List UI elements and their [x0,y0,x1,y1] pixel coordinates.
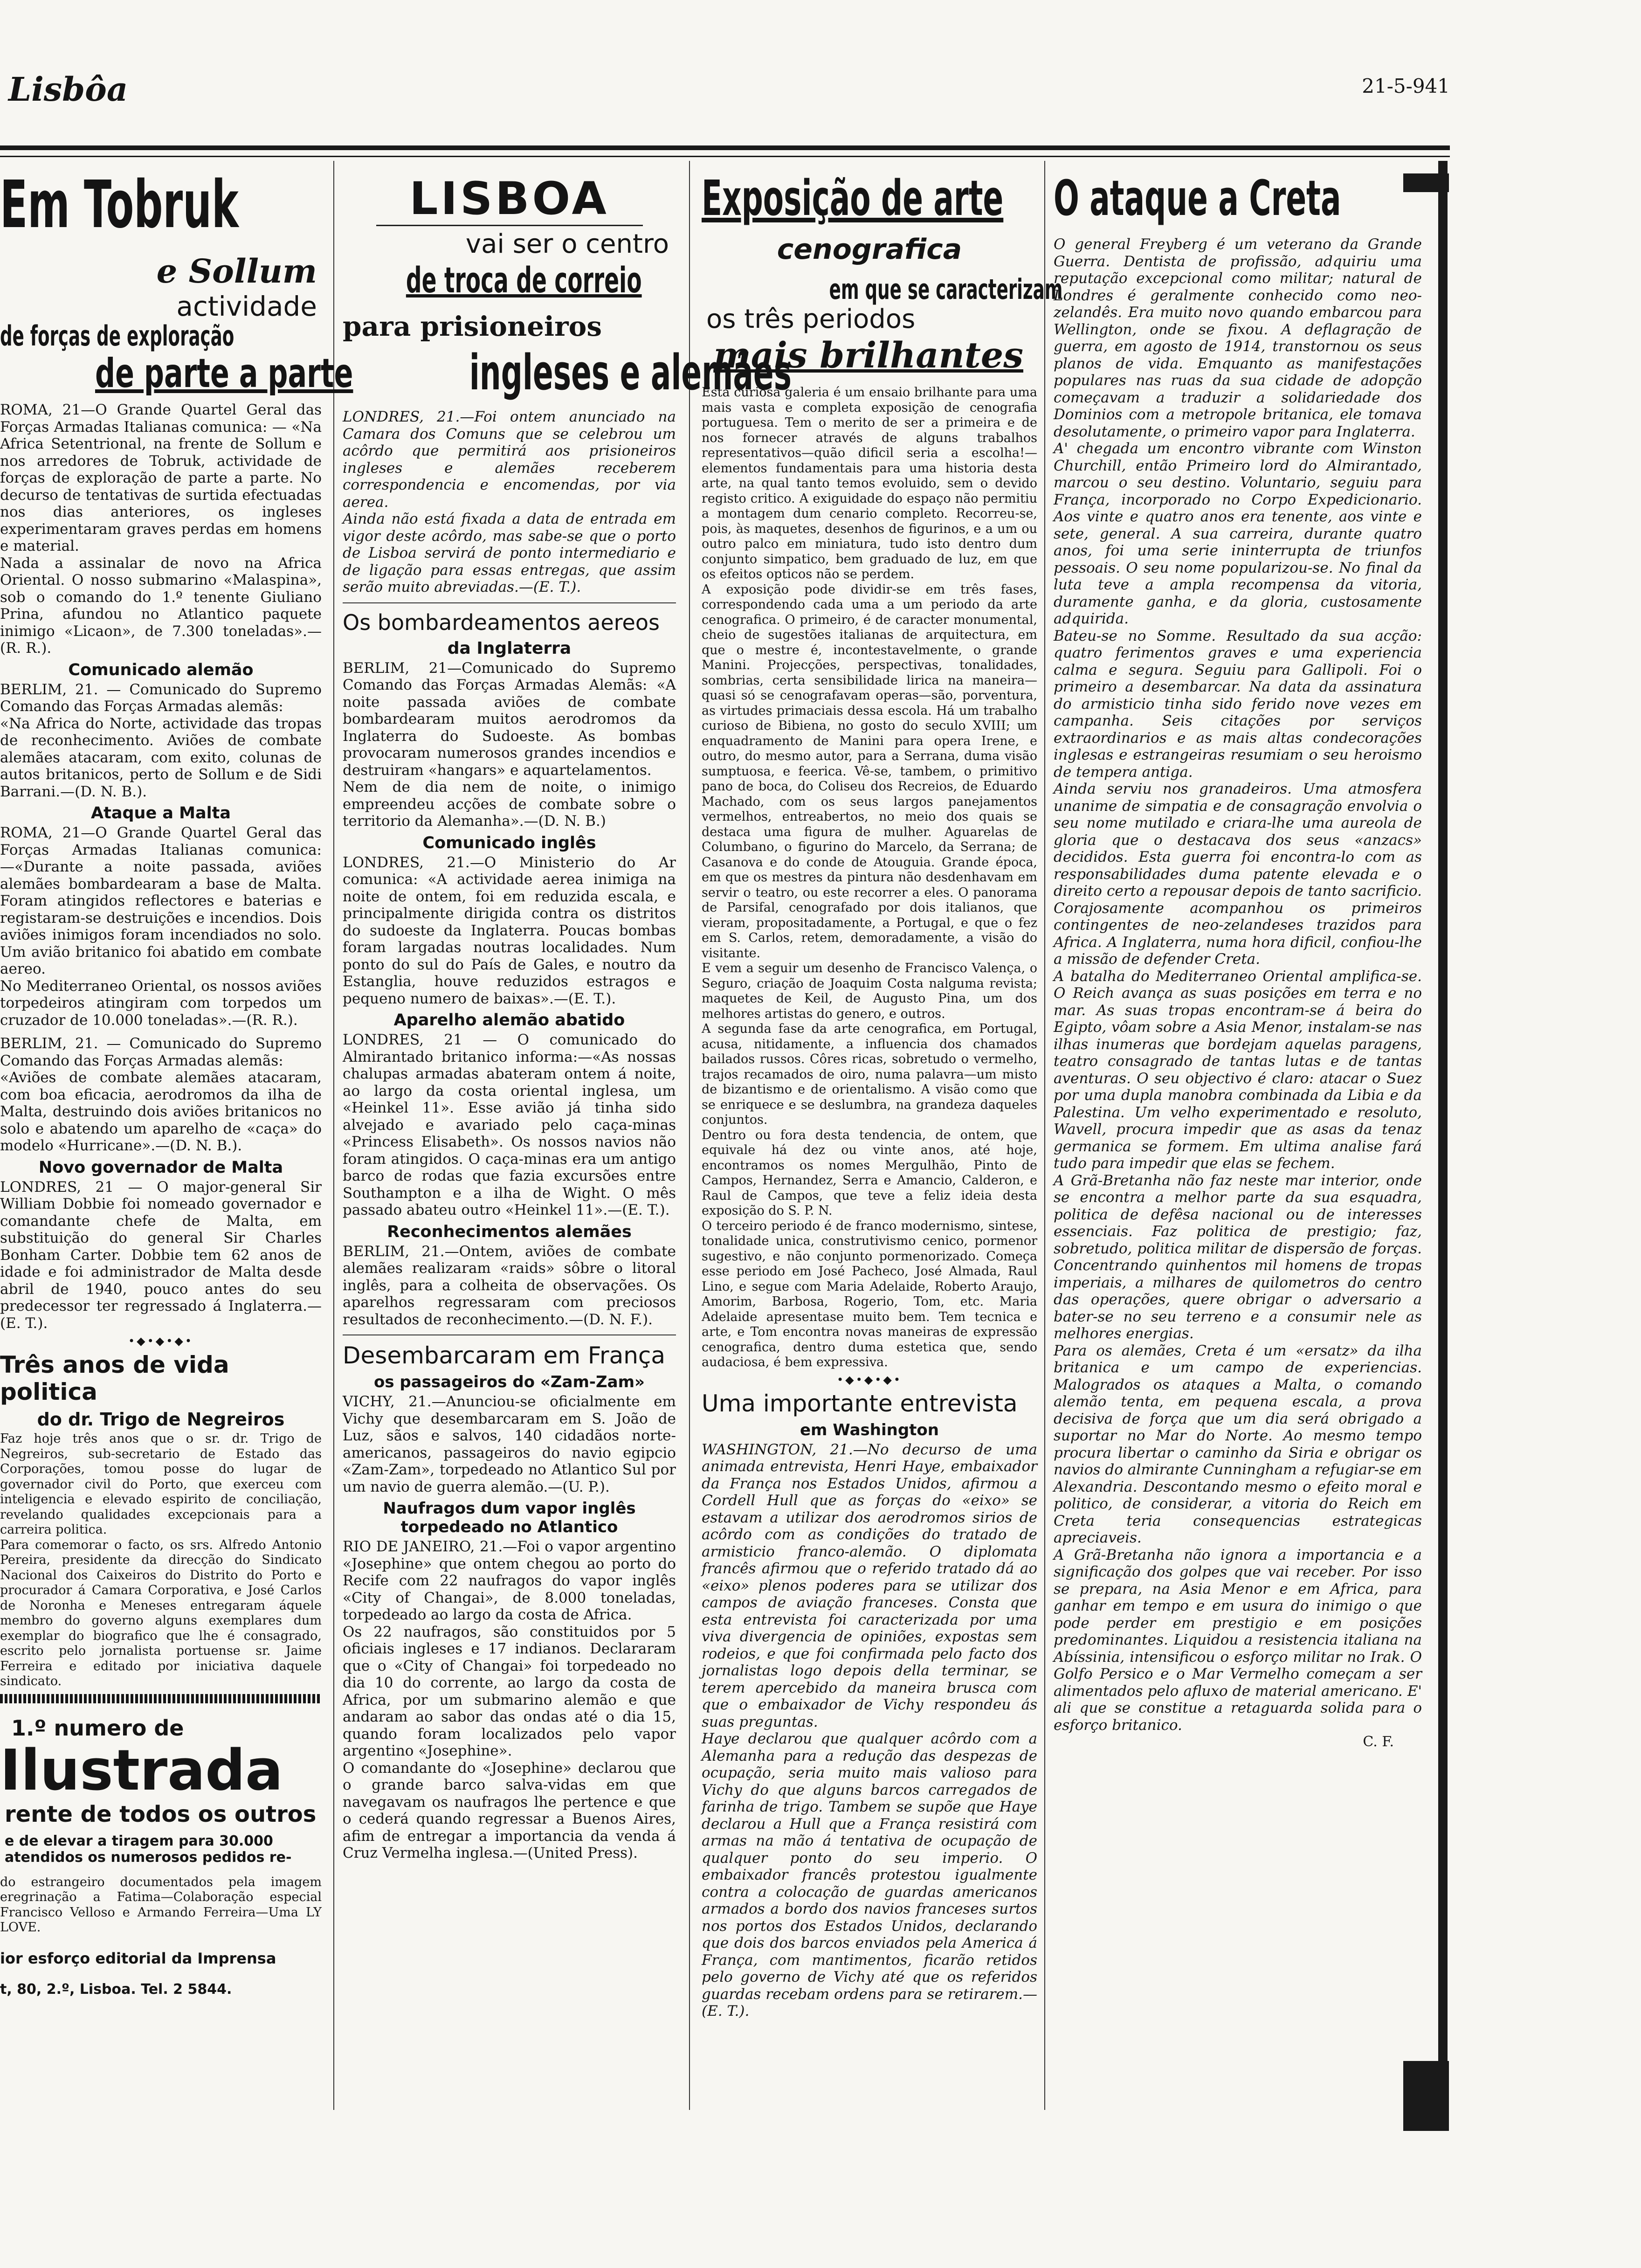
article-paragraph: BERLIM, 21. — Comunicado do Supremo Comando das Forças Armadas alemãs: [0,1035,322,1069]
article-paragraph: Os 22 naufragos, são constituidos por 5 oficiais ingleses e 17 indianos. Declararam que o «City of Changai» foi torpedeado no dia 10 do corrente, ao largo da costa de Africa, por um submarino alemão e que andaram ao sabor das ondas até o dia 15, quando foram localizados pelo vapor argentino «Josephine». [343,1623,676,1759]
subheading: Aparelho alemão abatido [393,1011,625,1030]
article-paragraph: BERLIM, 21—Comunicado do Supremo Comando das Forças Armadas Alemãs: «A noite passada aviões de combate bombardearam muitos aerodromos da Inglaterra do Sudoeste. As bombas provocaram numerosos grandes incendios e destruiram «hangars» e aquartelamentos. [343,659,676,779]
separator-ornament: •◆•◆•◆• [837,1373,902,1386]
article-paragraph: «Na Africa do Norte, actividade das tropas de reconhecimento. Aviões de combate alemães atacaram, com exito, colunas de autos britanicos, perto de Sollum e de Sidi Barrani.—(D. N. B.). [0,715,322,800]
column-creta [1054,159,1422,2108]
article-paragraph: O comandante do «Josephine» declarou que o grande barco salva-vidas em que navegavam os naufragos lhe pertence e que o cederá quando regressar a Buenos Aires, afim de entregar a importancia da venda á Cruz Vermelha inglesa.—(United Press). [343,1759,676,1861]
article-paragraph: BERLIM, 21.—Ontem, aviões de combate alemães realizaram «raids» sôbre o litoral inglês, para a colheita de observações. Os aparelhos regressaram com preciosos resultados de reconhecimento.—(D. N. F.). [343,1243,676,1328]
article-paragraph: Ainda não está fixada a data de entrada em vigor deste acôrdo, mas sabe-se que o porto de Lisboa servirá de ponto intermediario e de ligação para essas entregas, que assim serão muito abreviadas.—(E. T.). [343,511,676,595]
article-paragraph: Dentro ou fora desta tendencia, de ontem, que equivale há dez ou vinte anos, até hoje, encontramos os nomes Mergulhão, Pinto de Campos, Hernandez, Serra e Amancio, Calderon, e Raul de Campos, que teve a feliz ideia desta exposição do S. P. N. [702,1127,1037,1218]
subheading: Reconhecimentos alemães [387,1222,632,1241]
article-divider [343,602,676,603]
article-headline: Desembarcaram em França [343,1342,666,1369]
header-rule-thin [0,156,1450,157]
headline-sub: vai ser o centro [465,229,669,259]
article-paragraph: A batalha do Mediterraneo Oriental amplifica-se. O Reich avança as suas posições em terra e no mar. As suas tropas encontram-se á beira do Egipto, vôam sobre a Asia Menor, instalam-se nas ilhas inumeras que bordejam aquelas paragens, teatro consagrado de tantas lutas e de tantas aventuras. O seu objectivo é claro: atacar o Suez por uma dupla manobra combinada da Libia e da Palestina. Um velho experimentado e resoluto, Wavell, procura impedir que as asas da tenaz germanica se formem. Em ultima analise fará tudo para impedir que elas se fechem. [1054,968,1422,1172]
headline-sub: actividade [176,290,317,322]
article-paragraph: A Grã-Bretanha não ignora a importancia e a significação dos golpes que vai receber. Por isso se prepara, na Asia Menor e em Africa, para ganhar em tempo e em usura do inimigo o que pode perder em prestigio e em posições predominantes. Liquidou a resistencia italiana na Abíssinia, intensificou o esforço militar no Irak. O Golfo Persico e o Mar Vermelho começam a ser alimentados pelo afluxo de material americano. E' ali que se constitue a retaguarda solida para o esforço britanico. [1054,1546,1422,1734]
article-paragraph: Nada a assinalar de novo na Africa Oriental. O nosso submarino «Malaspina», sob o comando do 1.º tenente Giuliano Prina, afundou no Atlantico paquete inimigo «Licaon», de 7.300 toneladas».—(R. R.). [0,554,322,657]
subheading: Comunicado alemão [68,660,254,679]
article-paragraph: LONDRES, 21 — O major-general Sir William Dobbie foi nomeado governador e comandante chefe de Malta, em substituição do general Sir Charles Bonham Carter. Dobbie tem 62 anos de idade e foi administrador de Malta desde abril de 1940, pouco antes do seu predecessor ter regressado á Inglaterra.—(E. T.). [0,1178,322,1332]
article-paragraph: Para os alemães, Creta é um «ersatz» da ilha britanica e um campo de experiencias. Malogrados os ataques a Malta, o comando alemão tenta, em pequena escala, a prova decisiva de força que um dia será obrigado a suportar no Mar do Norte. Ao mesmo tempo procura libertar o caminho da Siria e obrigar os navios do almirante Cunningham a refugiar-se em Alexandria. Descontando mesmo o efeito moral e politico, de considerar, a vitoria do Reich em Creta teria consequencias estrategicas apreciaveis. [1054,1342,1422,1546]
article-paragraph: A segunda fase da arte cenografica, em Portugal, acusa, nitidamente, a influencia dos chamados bailados russos. Côres ricas, sobretudo o vermelho, trajos recamados de oiro, numa palavra—um misto de bizantismo e de orientalismo. A visão como que se enriquece e se deslumbra, na grandeza daqueles conjuntos. [702,1022,1037,1127]
headline-sub: os três periodos [706,304,916,334]
advert-line: ior esforço editorial da Imprensa [0,1949,276,1967]
subheading: Ataque a Malta [91,804,231,823]
column-exposicao [702,159,1063,2108]
article-paragraph: «Aviões de combate alemães atacaram, com boa eficacia, aerodromos da ilha de Malta, destruindo dois aviões britanicos no solo e abatendo um aparelho de «caça» do modelo «Hurricane».—(D. N. B.). [0,1069,322,1154]
section-title: Lisbôa [8,70,128,109]
article-paragraph: Faz hoje três anos que o sr. dr. Trigo de Negreiros, sub-secretario de Estado das Corporações, tomou posse do lugar de governador civil do Porto, que exerceu com inteligencia e elevado espirito de conciliação, revelando qualidades excepcionais para a carreira politica. [0,1431,322,1537]
article-paragraph: A Grã-Bretanha não faz neste mar interior, onde se encontra a melhor parte da sua esquadra, politica de defêsa nacional ou de interesses essenciais. Faz politica de prestigio; faz, sobretudo, politica militar de dispersão de forças. Concentrando quinhentos mil homens de tropas imperiais, a milhares de quilometros do centro das operações, quere obrigar o adversario a bater-se no seu terreno e a consumir nele as melhores energias. [1054,1172,1422,1342]
article-paragraph: O general Freyberg é um veterano da Grande Guerra. Dentista de profissão, adquiriu uma reputação excepcional como militar; natural de Londres é geralmente conhecido como neo-zelandês. Era muito novo quando embarcou para Wellington, onde se fixou. A deflagração de guerra, em agosto de 1914, transtornou os seus planos de vida. Emquanto as manifestações populares nas ruas da sua cidade de adopção começavam a traduzir a solidariedade dos Dominios com a metropole britanica, ele tomava desolutamente, o primeiro vapor para Inglaterra. [1054,236,1422,440]
separator-ornament: •◆•◆•◆• [128,1335,193,1348]
article-headline: Três anos de vida politica [0,1351,229,1405]
article-subheadline: da Inglaterra [447,638,572,658]
headline-sub: em que se caracterizam [829,273,1063,306]
page-date: 21-5-941 [1362,75,1450,97]
article-subheadline: os passageiros do «Zam-Zam» [373,1373,645,1391]
advert-line: e de elevar a tiragem para 30.000 atendidos os numerosos pedidos re- [5,1832,292,1866]
headline: Em Tobruk [0,167,239,243]
article-paragraph: A exposição pode dividir-se em três fases, correspondendo cada uma a um periodo da arte cenografica. O primeiro, é de caracter monumental, cheio de sugestões italianas de arquitectura, em que o mestre é, incontestavelmente, o grande Manini. Projecções, perspectivas, tonalidades, sombrias, certa sensibilidade lirica na maneira—quasi só se cenografavam operas—são, porventura, as virtudes primaciais dessa escola. Há um trabalho curioso de Bibiena, no gosto do seculo XVIII; um enquadramento de Manini para opera Irene, e outro, do mesmo autor, para a Serrana, duma visão sumptuosa, e feerica. Vê-se, tambem, o primitivo pano de boca, do Coliseu dos Recreios, de Eduardo Machado, com os seus largos panejamentos vermelhos, entreabertos, no meio dos quais se destaca uma figura de mulher. Aguarelas de Columbano, o figurino do Marcelo, da Serrana; de Casanova e do conde de Atouguia. Grande época, em que os mestres da pintura não desdenhavam em servir o teatro, ou este recorrer a eles. O panorama de Parsifal, cenografado por dois italianos, que vieram, propositadamente, a Portugal, e que o fez em S. Carlos, retem, demoradamente, a visão do visitante. [702,582,1037,961]
column-rule [333,161,334,2110]
article-paragraph: No Mediterraneo Oriental, os nossos aviões torpedeiros atingiram com torpedos um cruzador de 10.000 toneladas».—(R. R.). [0,977,322,1029]
headline: O ataque a Creta [1054,170,1341,227]
subheading: Naufragos dum vapor inglês torpedeado no Atlantico [383,1499,636,1536]
advert-address: t, 80, 2.º, Lisboa. Tel. 2 5844. [0,1981,232,1998]
advert-line: rente de todos os outros [5,1801,317,1827]
article-subheadline: em Washington [800,1420,939,1439]
ornamental-border [0,1694,322,1703]
article-subheadline: do dr. Trigo de Negreiros [37,1409,285,1430]
headline-sub: de parte a parte [95,350,353,397]
column-lisboa [343,159,792,2108]
headline: LISBOA [409,173,609,225]
headline-sub: cenografica [777,233,962,266]
advert-title: Ilustrada [0,1738,283,1803]
article-paragraph: Bateu-se no Somme. Resultado da sua acção: quatro ferimentos graves e uma experiencia calma e segura. Seguiu para Gallipoli. Foi o primeiro a desembarcar. Na data da assinatura do armisticio tinha sido ferido nove vezes em campanha. Seis citações por serviços extraordinarios e as mais altas condecorações inglesas e estrangeiras resumiam o seu heroismo de tempera antiga. [1054,627,1422,781]
headline-sub: e Sollum [156,252,317,290]
headline-sub: para prisioneiros [343,311,602,342]
headline-sub: mais brilhantes [713,334,1023,376]
article-paragraph: Esta curiosa galeria é um ensaio brilhante para uma mais vasta e completa exposição de cenografia portuguesa. Tem o merito de ser a primeira e de nos fornecer através de alguns trabalhos representativos—quão dificil seria a escolha!—elementos fundamentais para uma historia desta arte, na qual tanto temos evoluido, sem o devido registo critico. A exiguidade do espaço não permitiu a montagem dum cenario completo. Recorreu-se, pois, às maquetes, desenhos de figurinos, e a um ou outro palco em miniatura, tudo isto dentro dum conjunto simpatico, bem graduado de luz, em que os efeitos opticos não se perdem. [702,385,1037,581]
author-signature: C. F. [1363,1734,1394,1750]
page-header [0,70,1641,112]
advert-line: 1.º numero de [11,1715,184,1741]
headline: Exposição de arte [702,170,1004,227]
advert-text: do estrangeiro documentados pela imagem eregrinação a Fatima—Colaboração especial Francisco Velloso e Armando Ferreira—Uma LY LOVE. [0,1874,322,1935]
column-rule [689,161,690,2110]
article-paragraph: LONDRES, 21 — O comunicado do Almirantado britanico informa:—«As nossas chalupas armadas abateram ontem á noite, ao largo da costa oriental inglesa, um «Heinkel 11». Esse avião já tinha sido alvejado e avariado pelo caça-minas «Princess Elisabeth». Os nossos navios não foram atingidos. O caça-minas era um antigo barco de rodas que fazia excursões entre Southampton e a ilha de Wight. O mês passado abateu outro «Heinkel 11».—(E. T.). [343,1031,676,1218]
subheading: Novo governador de Malta [38,1158,283,1177]
headline-sub: de forças de exploração [0,320,234,353]
article-headline: Uma importante entrevista [702,1390,1018,1417]
column-tobruk [0,159,353,2108]
header-rule [0,145,1450,150]
article-paragraph: O terceiro periodo é de franco modernismo, sintese, tonalidade unica, construtivismo cenico, pormenor sugestivo, e não conjunto pormenorizado. Começa esse periodo em José Pacheco, José Almada, Raul Lino, e segue com Maria Adelaide, Roberto Araujo, Amorim, Barbosa, Rogerio, Tom, etc. Maria Adelaide apresentase muito bem. Tem tecnica e arte, e Tom encontra novas maneiras de expressão cenografica, dentro duma estetica que, sendo audaciosa, é bem expressiva. [702,1218,1037,1369]
article-paragraph: Nem de dia nem de noite, o inimigo empreendeu acções de combate sobre o territorio da Alemanha».—(D. N. B.) [343,779,676,830]
article-paragraph: Haye declarou que qualquer acôrdo com a Alemanha para a redução das despezas de ocupação, seria muito mais valioso para Vichy do que alguns barcos carregados de farinha de trigo. Tambem se supõe que Haye declarou a Hull que a França resistirá com armas na mão á tentativa de ocupação de qualquer ponto do seu imperio. O embaixador francês protestou igualmente contra a colocação de guardas americanos armados a bordo dos navios franceses surtos nos portos dos Estados Unidos, declarando que dois dos barcos enviados pela America á França, com mantimentos, ficarão retidos pelo governo de Vichy até que os referidos guardas recebam ordens para se retirarem.—(E. T.). [702,1730,1037,2019]
article-paragraph: LONDRES, 21.—Foi ontem anunciado na Camara dos Comuns que se celebrou um acôrdo que permitirá aos prisioneiros ingleses e alemães receberem correspondencia e encomendas, por via aerea. [343,408,676,511]
article-paragraph: Ainda serviu nos granadeiros. Uma atmosfera unanime de simpatia e de consagração envolvia o seu nome mutilado e criara-lhe uma aureola de gloria que o destacava dos seus «anzacs» decididos. Esta guerra foi encontra-lo com as responsabilidades duma patente elevada e o direito certo a repousar depois de tanto sacrificio. Corajosamente acompanhou os primeiros contingentes de neo-zelandeses trazidos para Africa. A Inglaterra, numa hora dificil, confiou-lhe a missão de defender Creta. [1054,781,1422,968]
article-headline: Os bombardeamentos aereos [343,609,660,635]
article-paragraph: Para comemorar o facto, os srs. Alfredo Antonio Pereira, presidente da direcção do Sindicato Nacional dos Caixeiros do Distrito do Porto e procurador á Camara Corporativa, e José Carlos de Noronha e Meneses entregaram áquele membro do governo alguns exemplares dum exemplar do biografico que lhe é consagrado, escrito pelo jornalista portuense sr. Jaime Ferreira e editado por iniciativa daquele sindicato. [0,1537,322,1688]
article-paragraph: LONDRES, 21.—O Ministerio do Ar comunica: «A actividade aerea inimiga na noite de ontem, foi em reduzida escala, e principalmente dirigida contra os distritos do sudoeste da Inglaterra. Poucas bombas foram largadas noutras localidades. Num ponto do sul do País de Gales, e noutro da Estanglia, houve reduzidos estragos e pequeno numero de baixas».—(E. T.). [343,854,676,1007]
article-paragraph: ROMA, 21—O Grande Quartel Geral das Forças Armadas Italianas comunica: — «Na Africa Setentrional, na frente de Sollum e nos arredores de Tobruk, actividade de forças de exploração de parte a parte. No decurso de tentativas de surtida efectuadas nos dias anteriores, os ingleses experimentaram graves perdas em homens e material. [0,401,322,554]
article-paragraph: RIO DE JANEIRO, 21.—Foi o vapor argentino «Josephine» que ontem chegou ao porto do Recife com 22 naufragos do vapor inglês «City of Changai», de 8.000 toneladas, torpedeado ao largo da costa de Africa. [343,1538,676,1623]
article-paragraph: A' chegada um encontro vibrante com Winston Churchill, então Primeiro lord do Almirantado, marcou o seu destino. Voluntario, seguiu para França, incorporado no Corpo Expedicionario. Aos vinte e quatro anos era tenente, aos vinte e sete, general. A sua carreira, durante quatro anos, foi uma serie ininterrupta de triunfos pessoais. O seu nome popularizou-se. No final da luta teve a ampla recompensa da vitoria, duramente ganha, e da gloria, custosamente adquirida. [1054,440,1422,627]
subheading: Comunicado inglês [422,833,596,852]
column-rule [1044,161,1045,2110]
headline-sub: ingleses e alemães [469,344,792,401]
headline-sub: de troca de correio [406,259,642,301]
article-paragraph: ROMA, 21—O Grande Quartel Geral das Forças Armadas Italianas comunica:—«Durante a noite passada, aviões alemães bombardearam a base de Malta. Foram atingidos reflectores e baterias e registaram-se destruições e incendios. Dois aviões inimigos foram incendiados no solo. Um avião britanico foi abatido em combate aereo. [0,824,322,977]
right-border-bar [1438,161,1448,2110]
article-paragraph: WASHINGTON, 21.—No decurso de uma animada entrevista, Henri Haye, embaixador da França nos Estados Unidos, afirmou a Cordell Hull que as forças do «eixo» se estavam a utilizar dos aerodromos sirios de acôrdo com as condições do tratado de armisticio franco-alemão. O diplomata francês afirmou que o referido tratado dá ao «eixo» plenos poderes para se utilizar dos campos de aviação franceses. Consta que esta entrevista foi caracterizada por uma viva divergencia de opiniões, expostas sem rodeios, e que foi confirmada pelo facto dos jornalistas logo depois della terminar, se terem apercebido da maneira brusca com que o embaixador de Vichy respondeu ás suas preguntas. [702,1441,1037,1730]
article-paragraph: BERLIM, 21. — Comunicado do Supremo Comando das Forças Armadas alemãs: [0,681,322,715]
article-paragraph: VICHY, 21.—Anunciou-se oficialmente em Vichy que desembarcaram em S. João de Luz, sãos e salvos, 140 cidadãos norte-americanos, passageiros do navio egipcio «Zam-Zam», torpedeado no Atlantico Sul por um navio de guerra alemão.—(U. P.). [343,1393,676,1495]
article-paragraph: E vem a seguir um desenho de Francisco Valença, o Seguro, criação de Joaquim Costa nalguma revista; maquetes de Keil, de Augusto Pina, um dos melhores artistas do genero, e outros. [702,961,1037,1021]
